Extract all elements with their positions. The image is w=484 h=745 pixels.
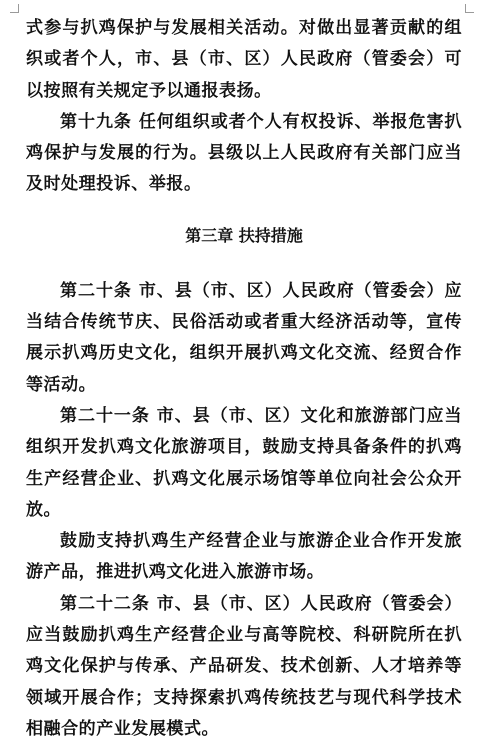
- paragraph-text: 市、县（市、区）文化和旅游部门应当组织开发扒鸡文化旅游项目，鼓励支持具备条件的扒鸡生产经营企业、扒鸡文化展示场馆等单位向社会公众开放。: [26, 405, 463, 520]
- article-22-paragraph: [26, 589, 462, 745]
- paragraph-text: 市、县（市、区）人民政府（管委会）应当鼓励扒鸡生产经营企业与高等院校、科研院所在扒鸡文化保护与传承、产品研发、技术创新、人才培养等领域开展合作；支持探索扒鸡传统技艺与现代科学技术相融合的产业发展模式。: [26, 593, 463, 739]
- article-number: 第二十二条: [60, 593, 150, 614]
- article-21-paragraph: [26, 401, 462, 526]
- chapter-title: 第三章 扶持措施: [185, 225, 303, 245]
- article-number: 第二十一条: [60, 405, 150, 426]
- article-20-paragraph: [26, 276, 462, 401]
- page-corner-mark-top-right: [465, 4, 474, 13]
- paragraph-text: 市、县（市、区）人民政府（管委会）应当结合传统节庆、民俗活动或者重大经济活动等，宣传展示扒鸡历史文化，组织开展扒鸡文化交流、经贸合作等活动。: [26, 280, 462, 395]
- paragraph: [26, 13, 462, 107]
- paragraph-text: 任何组织或者个人有权投诉、举报危害扒鸡保护与发展的行为。县级以上人民政府有关部门应当及时处理投诉、举报。: [26, 111, 462, 195]
- paragraph: [26, 526, 462, 589]
- article-19-paragraph: [26, 107, 462, 201]
- paragraph-text: 鼓励支持扒鸡生产经营企业与旅游企业合作开发旅游产品，推进扒鸡文化进入旅游市场。: [26, 531, 462, 583]
- document-body: [26, 13, 462, 745]
- page-corner-mark-top-left: [10, 4, 19, 13]
- article-number: 第十九条: [60, 111, 132, 132]
- article-number: 第二十条: [60, 280, 132, 301]
- paragraph-text: 式参与扒鸡保护与发展相关活动。对做出显著贡献的组织或者个人，市、县（市、区）人民政府（管委会）可以按照有关规定予以通报表扬。: [26, 18, 462, 101]
